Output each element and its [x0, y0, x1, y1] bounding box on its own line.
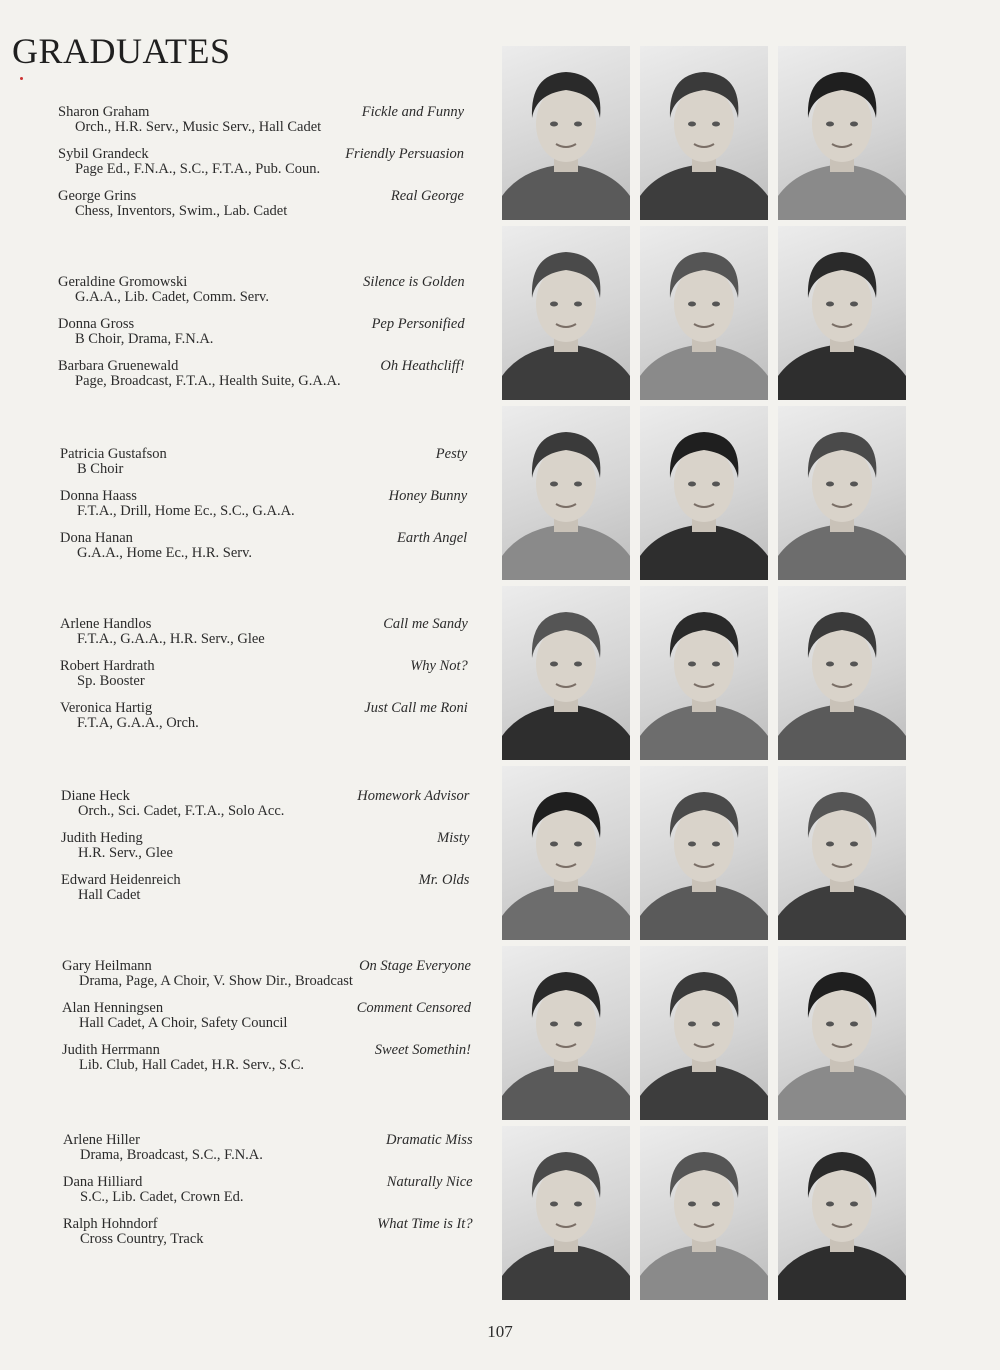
graduate-motto: Homework Advisor	[357, 788, 470, 804]
portrait-row	[500, 584, 914, 762]
graduate-entry	[62, 1000, 471, 1042]
graduate-name: Barbara Gruenewald	[58, 358, 179, 374]
graduate-name: Arlene Hiller	[63, 1132, 140, 1148]
graduate-entry	[58, 188, 464, 230]
graduate-motto: Misty	[437, 830, 470, 846]
graduate-activities: Page, Broadcast, F.T.A., Health Suite, G.A.A.	[75, 373, 341, 389]
graduate-name: Diane Heck	[61, 788, 130, 804]
portrait-photo	[640, 1126, 768, 1300]
graduate-activities: Hall Cadet	[78, 887, 141, 903]
page-number: 107	[487, 1322, 513, 1341]
graduate-motto: Silence is Golden	[363, 274, 465, 290]
graduate-motto: Just Call me Roni	[364, 700, 468, 716]
graduate-entry	[63, 1174, 473, 1216]
graduate-motto: Pesty	[435, 446, 468, 462]
portrait-row	[500, 1124, 914, 1302]
graduate-name: George Grins	[58, 188, 137, 204]
graduate-group	[58, 104, 464, 230]
portrait-row	[500, 764, 914, 942]
graduate-name: Robert Hardrath	[60, 658, 155, 674]
portrait-photo	[640, 226, 768, 400]
graduate-name: Arlene Handlos	[60, 616, 152, 632]
graduate-motto: Honey Bunny	[388, 488, 468, 504]
graduate-name: Judith Heding	[61, 830, 143, 846]
page-heading: GRADUATES	[12, 31, 231, 71]
portrait-row	[500, 944, 914, 1122]
graduate-entry	[61, 872, 469, 914]
portrait-photo	[778, 1126, 906, 1300]
graduate-activities: G.A.A., Home Ec., H.R. Serv.	[77, 545, 253, 561]
portrait-photo	[640, 406, 768, 580]
graduate-entry	[63, 1216, 473, 1258]
graduate-name: Dona Hanan	[60, 530, 133, 546]
graduate-entry	[63, 1132, 473, 1174]
portrait-row	[500, 224, 914, 402]
graduate-entry	[60, 700, 468, 742]
graduate-name: Edward Heidenreich	[61, 872, 181, 888]
graduate-motto: Earth Angel	[396, 530, 468, 546]
graduate-motto: Sweet Somethin!	[374, 1042, 471, 1058]
portrait-photo	[778, 406, 906, 580]
portrait-photo	[640, 586, 768, 760]
graduate-entry	[60, 446, 467, 488]
graduate-activities: Drama, Broadcast, S.C., F.N.A.	[80, 1147, 263, 1163]
portrait-photo	[502, 586, 630, 760]
graduate-activities: B Choir, Drama, F.N.A.	[75, 331, 214, 347]
portrait-photo	[502, 406, 630, 580]
portrait-photo	[640, 766, 768, 940]
graduate-activities: S.C., Lib. Cadet, Crown Ed.	[80, 1189, 244, 1205]
graduate-motto: Friendly Persuasion	[345, 146, 464, 162]
graduate-group	[61, 788, 469, 914]
graduate-group	[63, 1132, 473, 1258]
graduate-name: Geraldine Gromowski	[58, 274, 188, 290]
portrait-row	[500, 44, 914, 222]
graduate-entry	[61, 788, 469, 830]
graduate-entry	[58, 104, 464, 146]
graduate-entry	[61, 830, 469, 872]
graduate-name: Donna Haass	[60, 488, 137, 504]
graduate-activities: Sp. Booster	[77, 673, 145, 689]
portrait-photo	[778, 226, 906, 400]
portrait-photo	[502, 1126, 630, 1300]
graduate-motto: Mr. Olds	[418, 872, 470, 888]
graduate-entry	[62, 958, 471, 1000]
portrait-photo	[502, 46, 630, 220]
graduate-entry	[60, 658, 468, 700]
graduate-motto: Pep Personified	[371, 316, 465, 332]
graduate-name: Sybil Grandeck	[58, 146, 149, 162]
graduate-entry	[58, 358, 465, 400]
graduate-motto: Fickle and Funny	[361, 104, 464, 120]
graduate-activities: F.T.A., Drill, Home Ec., S.C., G.A.A.	[77, 503, 295, 519]
graduate-entry	[62, 1042, 471, 1084]
graduate-name: Alan Henningsen	[62, 1000, 164, 1016]
graduate-group	[62, 958, 471, 1084]
graduate-name: Veronica Hartig	[60, 700, 153, 716]
portrait-photo	[778, 46, 906, 220]
graduate-motto: Real George	[390, 188, 464, 204]
graduate-activities: Orch., Sci. Cadet, F.T.A., Solo Acc.	[78, 803, 285, 819]
graduate-group	[58, 274, 465, 400]
graduate-activities: Cross Country, Track	[80, 1231, 204, 1247]
graduate-entry	[58, 316, 465, 358]
graduate-activities: Page Ed., F.N.A., S.C., F.T.A., Pub. Coun.	[75, 161, 321, 177]
portrait-grid	[500, 44, 914, 1300]
portrait-row	[500, 404, 914, 582]
portrait-photo	[640, 46, 768, 220]
graduate-group	[60, 446, 467, 572]
graduate-motto: Naturally Nice	[386, 1174, 473, 1190]
portrait-photo	[640, 946, 768, 1120]
portrait-photo	[778, 946, 906, 1120]
graduate-activities: Lib. Club, Hall Cadet, H.R. Serv., S.C.	[79, 1057, 305, 1073]
graduate-motto: Why Not?	[410, 658, 468, 674]
graduate-activities: Orch., H.R. Serv., Music Serv., Hall Cadet	[75, 119, 322, 135]
graduate-name: Donna Gross	[58, 316, 135, 332]
graduate-name: Sharon Graham	[58, 104, 150, 120]
portrait-photo	[502, 226, 630, 400]
graduate-entry	[60, 488, 467, 530]
graduate-activities: Drama, Page, A Choir, V. Show Dir., Broadcast	[79, 973, 353, 989]
portrait-photo	[778, 586, 906, 760]
graduate-motto: Dramatic Miss	[385, 1132, 473, 1148]
graduate-entry	[58, 274, 465, 316]
graduate-group	[60, 616, 468, 742]
graduate-name: Gary Heilmann	[62, 958, 152, 974]
graduate-activities: B Choir	[77, 461, 124, 477]
graduate-activities: G.A.A., Lib. Cadet, Comm. Serv.	[75, 289, 269, 305]
graduate-list	[0, 0, 480, 1370]
portrait-photo	[502, 766, 630, 940]
graduate-motto: On Stage Everyone	[359, 958, 471, 974]
portrait-photo	[778, 766, 906, 940]
portrait-photo	[502, 946, 630, 1120]
graduate-entry	[60, 616, 468, 658]
graduate-activities: Chess, Inventors, Swim., Lab. Cadet	[75, 203, 288, 219]
graduate-name: Judith Herrmann	[62, 1042, 160, 1058]
graduate-motto: Oh Heathcliff!	[380, 358, 465, 374]
graduate-entry	[58, 146, 464, 188]
graduate-motto: Call me Sandy	[383, 616, 468, 632]
graduate-motto: What Time is It?	[377, 1216, 473, 1232]
graduate-activities: F.T.A., G.A.A., H.R. Serv., Glee	[77, 631, 265, 647]
graduate-activities: F.T.A, G.A.A., Orch.	[77, 715, 199, 731]
graduate-activities: H.R. Serv., Glee	[78, 845, 173, 861]
graduate-name: Patricia Gustafson	[60, 446, 167, 462]
graduate-name: Dana Hilliard	[63, 1174, 143, 1190]
graduate-activities: Hall Cadet, A Choir, Safety Council	[79, 1015, 288, 1031]
graduate-entry	[60, 530, 467, 572]
graduate-motto: Comment Censored	[356, 1000, 471, 1016]
graduate-name: Ralph Hohndorf	[63, 1216, 158, 1232]
